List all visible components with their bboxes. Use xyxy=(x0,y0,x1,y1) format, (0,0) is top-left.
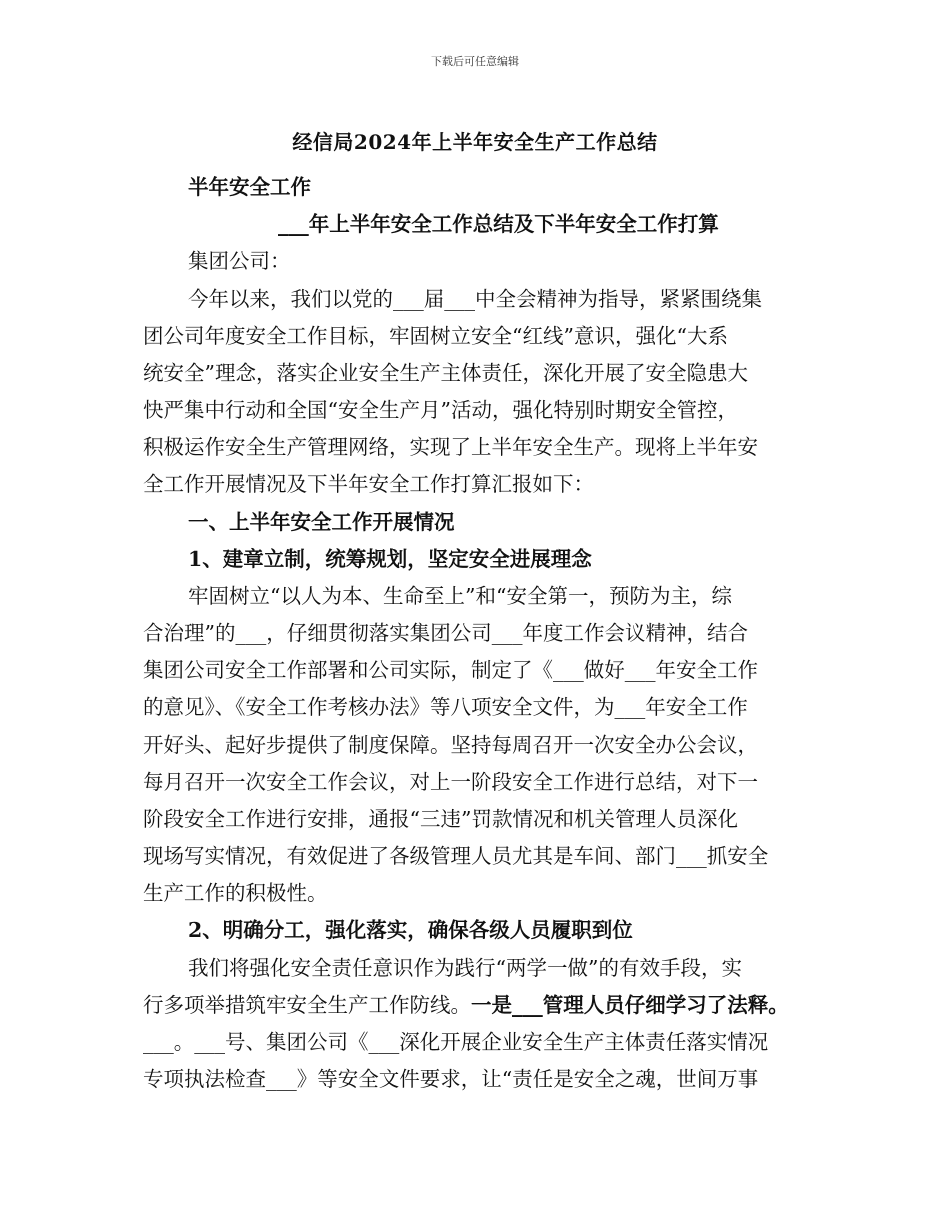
paragraph-line: 全工作开展情况及下半年安全工作打算汇报如下： xyxy=(143,472,594,496)
paragraph-line: 的意见》、《安全工作考核办法》等八项安全文件，为___年安全工作 xyxy=(143,695,748,719)
paragraph-line: 开好头、起好步提供了制度保障。坚持每周召开一次安全办公会议， xyxy=(143,733,758,757)
paragraph-line xyxy=(143,990,789,1020)
paragraph-line: 我们将强化安全责任意识作为践行“两学一做”的有效手段，实 xyxy=(188,956,742,980)
emphasis-text: 一是___管理人员仔细学习了法释。 xyxy=(471,993,789,1017)
paragraph-line: 牢固树立“以人为本、生命至上”和“安全第一，预防为主，综 xyxy=(188,584,732,608)
paragraph-line: 快严集中行动和全国“安全生产月”活动，强化特别时期安全管控， xyxy=(143,398,738,422)
paragraph-text: 行多项举措筑牢安全生产工作防线。 xyxy=(143,993,471,1017)
salutation: 集团公司： xyxy=(188,249,291,273)
paragraph-line: 专项执法检查___》等安全文件要求，让“责任是安全之魂，世间万事 xyxy=(143,1067,759,1091)
section-heading: 半年安全工作 xyxy=(188,175,311,199)
paragraph-line: 团公司年度安全工作目标，牢固树立安全“红线”意识，强化“大系 xyxy=(143,324,728,348)
paragraph-line: 生产工作的积极性。 xyxy=(143,881,328,905)
paragraph-line: 统安全”理念，落实企业安全生产主体责任，深化开展了安全隐患大 xyxy=(143,361,748,385)
section-heading: 一、上半年安全工作开展情况 xyxy=(188,510,455,534)
paragraph-line: 阶段安全工作进行安排，通报“三违”罚款情况和机关管理人员深化 xyxy=(143,807,738,831)
subsection-heading: 2、明确分工，强化落实，确保各级人员履职到位 xyxy=(188,918,633,942)
header-note: 下载后可任意编辑 xyxy=(431,55,519,68)
subsection-heading: 1、建章立制，统筹规划，坚定安全进展理念 xyxy=(188,547,592,571)
paragraph-line: 今年以来，我们以党的___届___中全会精神为指导，紧紧围绕集 xyxy=(188,287,762,311)
paragraph-line: 积极运作安全生产管理网络，实现了上半年安全生产。现将上半年安 xyxy=(143,435,758,459)
paragraph-line: 合治理”的___，仔细贯彻落实集团公司___年度工作会议精神，结合 xyxy=(143,621,748,645)
paragraph-line: 每月召开一次安全工作会议，对上一阶段安全工作进行总结，对下一 xyxy=(143,770,758,794)
document-title: 经信局2024年上半年安全生产工作总结 xyxy=(292,130,658,154)
paragraph-line: 现场写实情况，有效促进了各级管理人员尤其是车间、部门___抓安全 xyxy=(143,844,769,868)
paragraph-line: ___。___号、集团公司《___深化开展企业安全生产主体责任落实情况 xyxy=(143,1030,769,1054)
subtitle: ___年上半年安全工作总结及下半年安全工作打算 xyxy=(278,212,719,236)
paragraph-line: 集团公司安全工作部署和公司实际，制定了《___做好___年安全工作 xyxy=(143,658,758,682)
